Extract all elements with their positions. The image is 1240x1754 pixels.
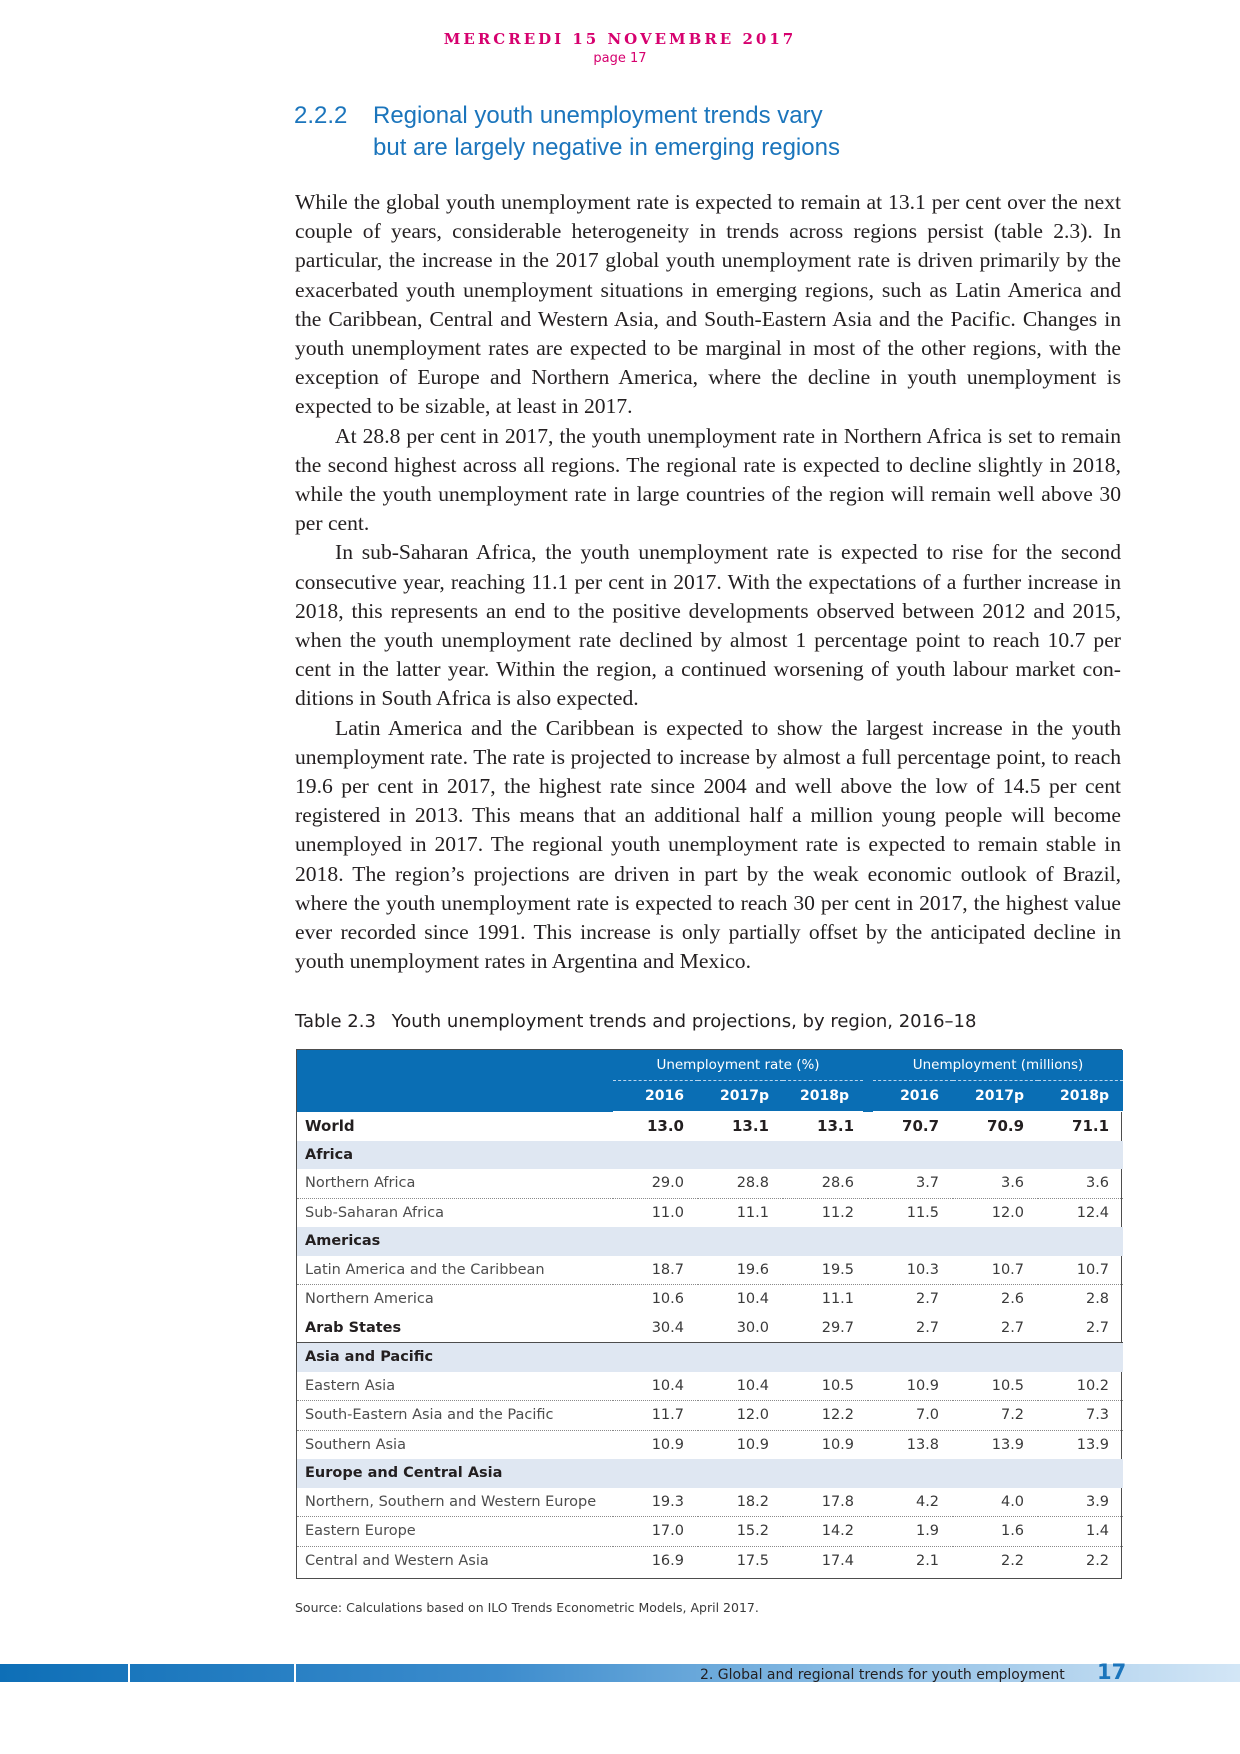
cell-value: 10.9 — [868, 1372, 953, 1401]
cell-value — [868, 1227, 953, 1256]
header-year: 2018p — [1038, 1081, 1123, 1112]
row-label: Northern, Southern and Western Europe — [297, 1488, 613, 1517]
table-row — [297, 1401, 1123, 1431]
cell-value: 10.9 — [651, 1436, 684, 1453]
section-number: 2.2.2 — [294, 102, 348, 129]
cell-value: 13.9 — [991, 1436, 1025, 1453]
cell-value: 10.7 — [1038, 1256, 1123, 1285]
cell-value — [868, 1141, 953, 1170]
paragraph: While the global youth unemployment rate is expected to remain at 13.1 per cent over the next couple of years, considerable heterogeneity in trends across regions persist (table 2.3). In particular, the increase in the 2017 global youth unemployment rate is driven primarily by the exacerbated youth unemployment situations in emerging regions, such as Latin America and the Caribbean, Central and Western Asia, and South-Eastern Asia and the Pacific. Changes in youth unemployment rates are expected to be marginal in most of the other regions, with the exception of Europe and Northern America, where the decline in youth unemployment is expected to be sizable, at least in 2017. — [295, 190, 1121, 419]
cell-value: 3.7 — [868, 1169, 953, 1198]
header-page-label: page 17 — [593, 51, 647, 66]
row-label: Africa — [297, 1141, 613, 1170]
cell-value — [613, 1141, 698, 1170]
cell-value — [783, 1141, 868, 1170]
cell-value — [953, 1141, 1038, 1170]
table-row — [297, 1459, 1123, 1488]
cell-value: 18.2 — [698, 1488, 783, 1517]
footer-page-number: 17 — [1097, 1660, 1127, 1684]
row-label: Asia and Pacific — [297, 1343, 613, 1372]
cell-value — [953, 1343, 1038, 1372]
table-source: Source: Calculations based on ILO Trends Econometric Models, April 2017. — [295, 1600, 759, 1615]
cell-value — [1038, 1141, 1123, 1170]
table-row — [297, 1517, 1123, 1547]
cell-value: 7.2 — [953, 1401, 1038, 1431]
cell-value: 11.1 — [736, 1204, 769, 1221]
cell-value — [698, 1459, 783, 1488]
cell-value — [1038, 1227, 1123, 1256]
table-row — [297, 1343, 1123, 1372]
cell-value: 13.0 — [646, 1117, 684, 1136]
cell-value: 11.5 — [906, 1204, 940, 1221]
cell-value: 11.2 — [821, 1204, 855, 1221]
footer-chapter: 2. Global and regional trends for youth employment — [700, 1667, 1065, 1683]
footer-bar-divider — [128, 1664, 130, 1682]
row-label: South-Eastern Asia and the Pacific — [297, 1401, 613, 1431]
table-row — [297, 1488, 1123, 1517]
cell-value: 70.7 — [902, 1117, 940, 1136]
cell-value: 2.2 — [1085, 1552, 1110, 1569]
cell-value: 13.9 — [1076, 1436, 1110, 1453]
cell-value: 2.2 — [1000, 1552, 1025, 1569]
cell-value — [698, 1227, 783, 1256]
header-years-row — [297, 1081, 1123, 1112]
table-caption-title: Youth unemployment trends and projections, by region, 2016–18 — [391, 1011, 977, 1032]
header-year: 2016 — [868, 1081, 953, 1112]
row-label: Europe and Central Asia — [297, 1459, 613, 1488]
cell-value: 2.7 — [953, 1314, 1038, 1343]
cell-value: 17.5 — [736, 1552, 769, 1569]
paragraph: Latin America and the Caribbean is expected to show the largest increase in the youth unemployment rate. The rate is projected to increase by almost a full percentage point, to reach 19.6 per cent in 2017, the highest rate since 2004 and well above the low of 14.5 per cent registered in 2013. This means that an additional half a million young people will become unemployed in 2017. The regional youth unemployment rate is expected to remain stable in 2018. The region’s projections are driven in part by the weak economic outlook of Brazil, where the youth unemployment rate is expected to reach 30 per cent in 2017, the highest value ever recorded since 1991. This increase is only partially offset by the anticipated decline in youth unemployment rates in Argentina and Mexico. — [295, 715, 1121, 974]
data-table — [296, 1049, 1122, 1579]
cell-value: 7.3 — [1038, 1401, 1123, 1431]
cell-value: 13.1 — [731, 1117, 769, 1136]
cell-value: 14.2 — [783, 1517, 868, 1547]
cell-value: 4.2 — [868, 1488, 953, 1517]
cell-value: 12.0 — [991, 1204, 1025, 1221]
cell-value: 2.6 — [1000, 1291, 1025, 1308]
cell-value: 3.6 — [1038, 1169, 1123, 1198]
cell-value: 10.5 — [953, 1372, 1038, 1401]
cell-value: 2.8 — [1085, 1291, 1110, 1308]
row-label: Northern Africa — [297, 1169, 613, 1198]
cell-value: 2.1 — [915, 1552, 940, 1569]
cell-value — [1038, 1459, 1123, 1488]
cell-value — [698, 1343, 783, 1372]
header-year: 2017p — [698, 1081, 783, 1112]
cell-value: 3.9 — [1038, 1488, 1123, 1517]
cell-value: 11.0 — [651, 1204, 684, 1221]
cell-value — [1038, 1343, 1123, 1372]
cell-value: 13.1 — [817, 1117, 855, 1136]
cell-value: 30.4 — [613, 1314, 698, 1343]
cell-value: 1.9 — [868, 1517, 953, 1547]
cell-value — [783, 1227, 868, 1256]
header-group-row — [297, 1050, 1123, 1081]
header-empty-cell — [297, 1050, 613, 1081]
cell-value — [783, 1459, 868, 1488]
table-row — [297, 1430, 1123, 1459]
cell-value: 12.2 — [783, 1401, 868, 1431]
cell-value: 29.7 — [783, 1314, 868, 1343]
paragraph: At 28.8 per cent in 2017, the youth unemployment rate in Northern Africa is set to remain the second highest across all regions. The regional rate is expected to decline slightly in 2018, while the youth unemployment rate in large countries of the region will remain well above 30 per cent. — [295, 423, 1121, 536]
row-label: Eastern Europe — [297, 1517, 613, 1547]
cell-value: 10.3 — [868, 1256, 953, 1285]
header-group-millions: Unemployment (millions) — [868, 1050, 1123, 1081]
table-row — [297, 1227, 1123, 1256]
cell-value: 10.4 — [698, 1372, 783, 1401]
cell-value: 28.8 — [698, 1169, 783, 1198]
cell-value — [613, 1227, 698, 1256]
cell-value: 7.0 — [868, 1401, 953, 1431]
cell-value: 11.1 — [821, 1291, 855, 1308]
cell-value: 10.4 — [613, 1372, 698, 1401]
cell-value: 4.0 — [953, 1488, 1038, 1517]
cell-value: 2.7 — [1038, 1314, 1123, 1343]
cell-value — [868, 1459, 953, 1488]
row-label: Eastern Asia — [297, 1372, 613, 1401]
cell-value: 12.0 — [698, 1401, 783, 1431]
table-row — [297, 1141, 1123, 1170]
row-label: Americas — [297, 1227, 613, 1256]
row-label: Sub-Saharan Africa — [305, 1204, 444, 1221]
cell-value: 10.7 — [953, 1256, 1038, 1285]
section-title-line2: but are largely negative in emerging regions — [373, 134, 840, 161]
table-row — [297, 1285, 1123, 1314]
cell-value: 17.8 — [783, 1488, 868, 1517]
youth-unemployment-table — [297, 1050, 1123, 1575]
cell-value: 10.5 — [783, 1372, 868, 1401]
cell-value — [953, 1459, 1038, 1488]
cell-value: 71.1 — [1072, 1117, 1110, 1136]
section-title-line1: Regional youth unemployment trends vary — [373, 102, 823, 129]
cell-value: 30.0 — [698, 1314, 783, 1343]
cell-value: 16.9 — [651, 1552, 684, 1569]
cell-value: 2.7 — [915, 1291, 940, 1308]
cell-value — [698, 1141, 783, 1170]
cell-value — [868, 1343, 953, 1372]
header-year: 2017p — [953, 1081, 1038, 1112]
cell-value — [613, 1459, 698, 1488]
cell-value: 18.7 — [613, 1256, 698, 1285]
header-group-rate: Unemployment rate (%) — [613, 1050, 868, 1081]
body-text — [295, 188, 1121, 976]
cell-value: 11.7 — [613, 1401, 698, 1431]
cell-value: 10.4 — [736, 1291, 769, 1308]
row-label: World — [305, 1117, 355, 1135]
table-row — [297, 1314, 1123, 1343]
cell-value: 70.9 — [987, 1117, 1025, 1136]
cell-value: 10.2 — [1038, 1372, 1123, 1401]
row-label: Latin America and the Caribbean — [297, 1256, 613, 1285]
cell-value: 10.6 — [651, 1291, 684, 1308]
cell-value: 10.9 — [821, 1436, 855, 1453]
cell-value: 29.0 — [613, 1169, 698, 1198]
table-row — [297, 1169, 1123, 1198]
cell-value: 3.6 — [953, 1169, 1038, 1198]
cell-value: 17.0 — [613, 1517, 698, 1547]
table-row — [297, 1256, 1123, 1285]
cell-value: 1.6 — [953, 1517, 1038, 1547]
header-year: 2018p — [783, 1081, 868, 1112]
table-row — [297, 1198, 1123, 1227]
cell-value — [783, 1343, 868, 1372]
cell-value: 17.4 — [821, 1552, 855, 1569]
cell-value — [953, 1227, 1038, 1256]
header-year: 2016 — [613, 1081, 698, 1112]
header-date: MERCREDI 15 NOVEMBRE 2017 — [443, 30, 797, 48]
table-body — [297, 1112, 1123, 1576]
header-empty-cell — [297, 1081, 613, 1112]
table-row — [297, 1372, 1123, 1401]
table-caption-number: Table 2.3 — [295, 1011, 376, 1032]
paragraph: In sub-Saharan Africa, the youth unemployment rate is expected to rise for the second consecutive year, reaching 11.1 per cent in 2017. With the expectations of a further increase in 2018, this represents an end to the positive developments observed between 2012 and 2015, when the youth unemployment rate declined by almost 1 percentage point to reach 10.7 per cent in the latter year. Within the region, a continued worsening of youth labour market con-ditions in South Africa is also expected. — [295, 540, 1121, 711]
cell-value: 19.5 — [783, 1256, 868, 1285]
cell-value: 1.4 — [1038, 1517, 1123, 1547]
row-label: Southern Asia — [305, 1436, 406, 1453]
cell-value: 10.9 — [736, 1436, 769, 1453]
footer-bar-divider — [294, 1664, 296, 1682]
cell-value — [613, 1343, 698, 1372]
row-label: Central and Western Asia — [305, 1552, 489, 1569]
cell-value: 15.2 — [698, 1517, 783, 1547]
cell-value: 19.3 — [613, 1488, 698, 1517]
table-row — [297, 1112, 1123, 1141]
row-label: Arab States — [297, 1314, 613, 1343]
cell-value: 2.7 — [868, 1314, 953, 1343]
cell-value: 13.8 — [906, 1436, 940, 1453]
cell-value: 19.6 — [698, 1256, 783, 1285]
table-caption — [295, 1011, 1125, 1032]
row-label: Northern America — [305, 1291, 434, 1308]
cell-value: 28.6 — [783, 1169, 868, 1198]
cell-value: 12.4 — [1076, 1204, 1110, 1221]
table-row — [297, 1546, 1123, 1575]
